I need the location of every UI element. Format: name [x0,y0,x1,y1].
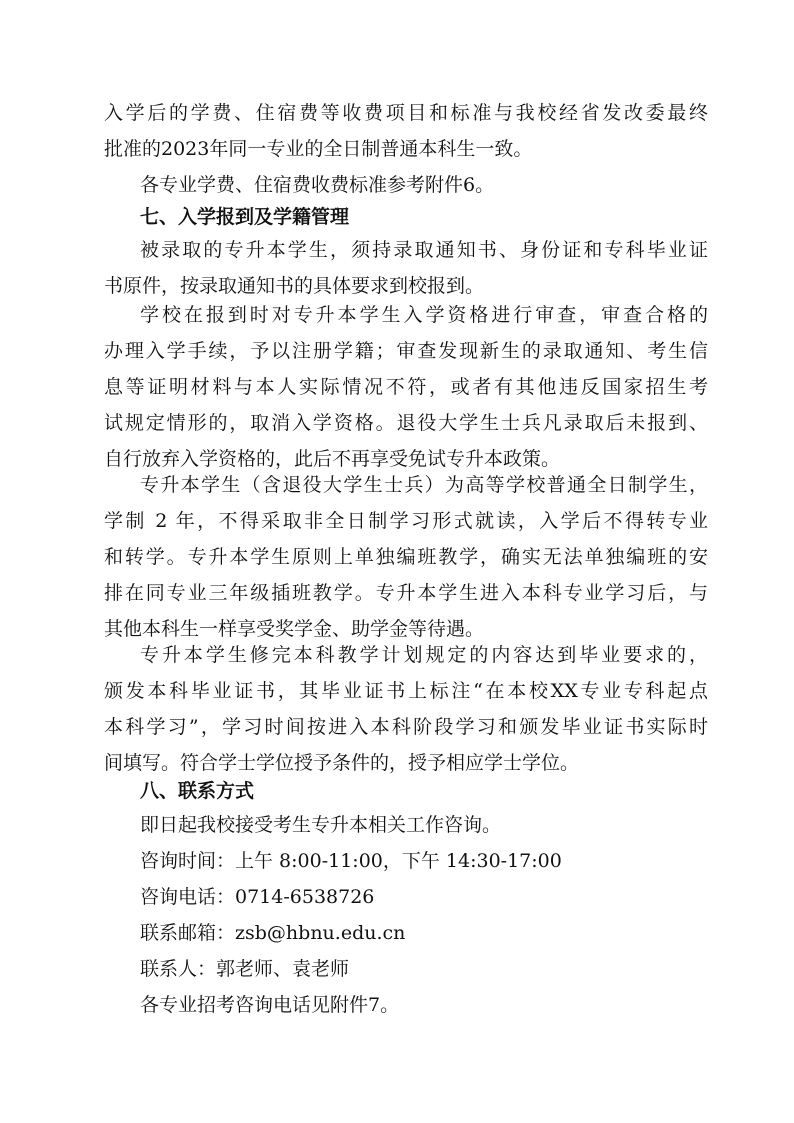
section-7-p3-line-3: 和转学。专升本学生原则上单独编班教学，确实无法单独编班的安 [104,546,708,568]
fees-reference-line: 各专业学费、住宿费收费标准参考附件6。 [140,174,495,196]
contact-person: 联系人：郭老师、袁老师 [140,958,350,980]
section-7-p3-line-2: 学制 2 年，不得采取非全日制学习形式就读，入学后不得转专业 [104,510,708,532]
section-7-p4-line-1: 专升本学生修完本科教学计划规定的内容达到毕业要求的， [140,644,708,666]
section-7-p4-line-4: 间填写。符合学士学位授予条件的，授予相应学士学位。 [104,752,580,774]
section-7-p2-line-3: 息等证明材料与本人实际情况不符，或者有其他违反国家招生考 [104,376,708,398]
section-7-p3-line-5: 其他本科生一样享受奖学金、助学金等待遇。 [104,618,485,640]
section-7-p1-line-2: 书原件，按录取通知书的具体要求到校报到。 [104,275,485,297]
section-7-p2-line-1: 学校在报到时对专升本学生入学资格进行审查，审查合格的 [140,304,708,326]
section-7-p2-line-2: 办理入学手续，予以注册学籍；审查发现新生的录取通知、考生信 [104,340,708,362]
contact-intro: 即日起我校接受考生专升本相关工作咨询。 [140,814,502,836]
fees-paragraph-line-2: 批准的2023年同一专业的全日制普通本科生一致。 [104,138,533,160]
consult-phone: 咨询电话：0714-6538726 [140,886,375,908]
section-7-heading: 七、入学报到及学籍管理 [140,206,350,228]
section-8-heading: 八、联系方式 [140,780,255,802]
contact-email: 联系邮箱：zsb@hbnu.edu.cn [140,922,406,944]
section-7-p4-line-2: 颁发本科毕业证书，其毕业证书上标注“在本校XX专业专科起点 [104,680,708,702]
section-7-p1-line-1: 被录取的专升本学生，须持录取通知书、身份证和专科毕业证 [140,239,708,261]
section-7-p2-line-5: 自行放弃入学资格的，此后不再享受免试专升本政策。 [104,448,561,470]
section-7-p4-line-3: 本科学习”，学习时间按进入本科阶段学习和颁发毕业证书实际时 [104,716,708,738]
consult-time: 咨询时间：上午 8:00-11:00，下午 14:30-17:00 [140,850,562,872]
appendix-note: 各专业招考咨询电话见附件7。 [140,994,400,1016]
section-7-p2-line-4: 试规定情形的，取消入学资格。退役大学生士兵凡录取后未报到、 [104,412,708,434]
section-7-p3-line-1: 专升本学生（含退役大学生士兵）为高等学校普通全日制学生， [140,474,708,496]
fees-paragraph-line-1: 入学后的学费、住宿费等收费项目和标准与我校经省发改委最终 [104,102,708,124]
section-7-p3-line-4: 排在同专业三年级插班教学。专升本学生进入本科专业学习后，与 [104,582,708,604]
